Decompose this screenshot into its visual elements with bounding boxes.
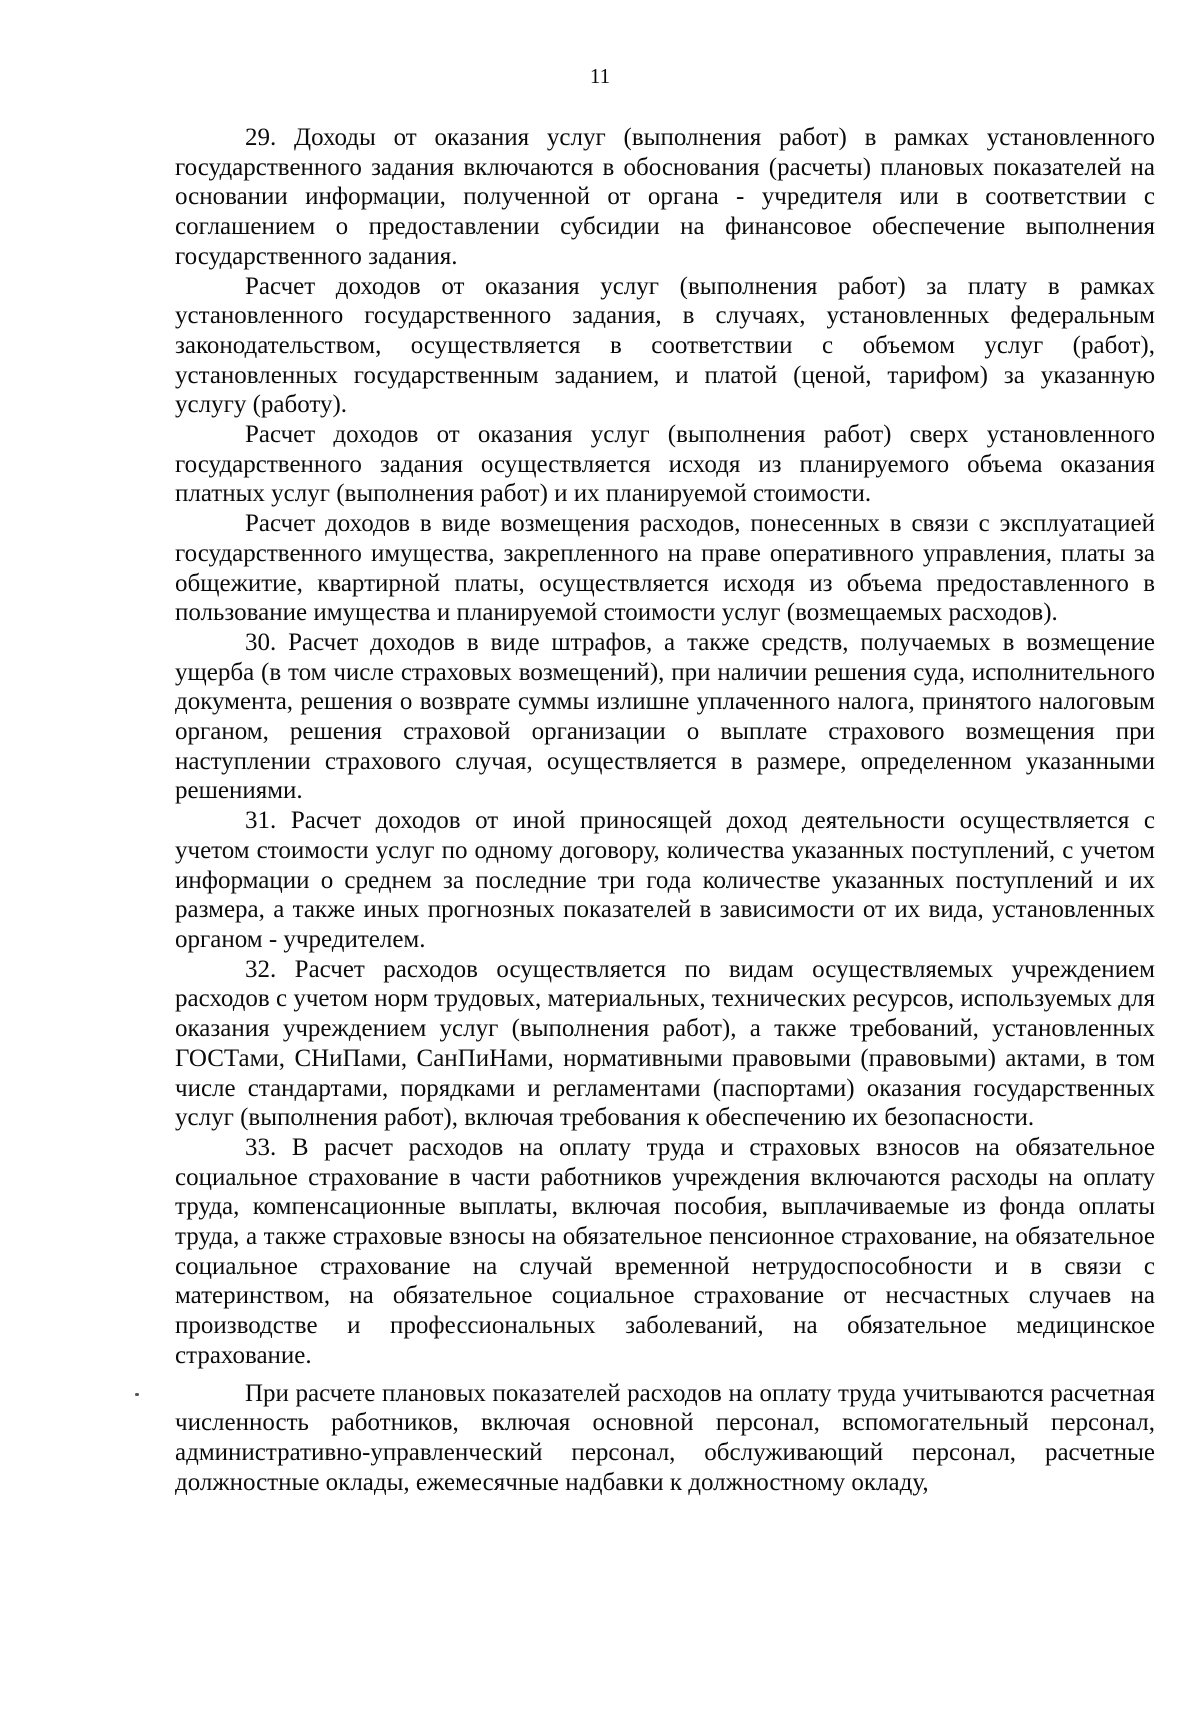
paragraph-29: 29. Доходы от оказания услуг (выполнения работ) в рамках установленного государственного задания включаются в обоснования (расчеты) плановых показателей на основании информации, полученной от органа - учредителя или в соответствии с соглашением о предоставлении субсидии на финансовое обеспечение выполнения государственного задания. <box>175 124 1155 270</box>
page-number: 11 <box>589 64 611 88</box>
paragraph-above-assignment-calculation: Расчет доходов от оказания услуг (выполнения работ) сверх установленного государственного задания осуществляется исходя из планируемого объема оказания платных услуг (выполнения работ) и их планируемой стоимости. <box>175 421 1155 508</box>
paragraph-payroll-planning: При расчете плановых показателей расходов на оплату труда учитываются расчетная численность работников, включая основной персонал, вспомогательный персонал, административно-управленческий персонал, обслуживающий персонал, расчетные должностные оклады, ежемесячные надбавки к должностному окладу, <box>175 1379 1155 1496</box>
paragraph-33: 33. В расчет расходов на оплату труда и страховых взносов на обязательное социальное страхование в части работников учреждения включаются расходы на оплату труда, компенсационные выплаты, включая пособия, выплачиваемые из фонда оплаты труда, а также страховые взносы на обязательное пенсионное страхование, на обязательное социальное страхование на случай временной нетрудоспособности и в связи с материнством, на обязательное социальное страхование от несчастных случаев на производстве и профессиональных заболеваний, на обязательное медицинское страхование. <box>175 1133 1155 1369</box>
paragraph-paid-services-calculation: Расчет доходов от оказания услуг (выполнения работ) за плату в рамках установленного государственного задания, в случаях, установленных федеральным законодательством, осуществляется в соответствии с объемом услуг (работ), установленных государственным заданием, и платой (ценой, тарифом) за указанную услугу (работу). <box>175 272 1155 419</box>
paragraph-30: 30. Расчет доходов в виде штрафов, а также средств, получаемых в возмещение ущерба (в том числе страховых возмещений), при наличии решения суда, исполнительного документа, решения о возврате суммы излишне уплаченного налога, принятого налоговым органом, решения страховой организации о выплате страхового возмещения при наступлении страхового случая, осуществляется в размере, определенном указанными решениями. <box>175 628 1155 805</box>
paragraph-reimbursement-calculation: Расчет доходов в виде возмещения расходов, понесенных в связи с эксплуатацией государственного имущества, закрепленного на праве оперативного управления, платы за общежитие, квартирной платы, осуществляется исходя из объема предоставленного в пользование имущества и планируемой стоимости услуг (возмещаемых расходов). <box>175 510 1155 627</box>
scan-mark <box>135 1393 139 1396</box>
document-body <box>175 123 1155 1497</box>
paragraph-32: 32. Расчет расходов осуществляется по видам осуществляемых учреждением расходов с учетом норм трудовых, материальных, технических ресурсов, используемых для оказания учреждением услуг (выполнения работ), а также требований, установленных ГОСТами, СНиПами, СанПиНами, нормативными правовыми (правовыми) актами, в том числе стандартами, порядками и регламентами (паспортами) оказания государственных услуг (выполнения работ), включая требования к обеспечению их безопасности. <box>175 955 1155 1132</box>
paragraph-31: 31. Расчет доходов от иной приносящей доход деятельности осуществляется с учетом стоимости услуг по одному договору, количества указанных поступлений, с учетом информации о среднем за последние три года количестве указанных поступлений и их размера, а также иных прогнозных показателей в зависимости от их вида, установленных органом - учредителем. <box>175 807 1155 953</box>
